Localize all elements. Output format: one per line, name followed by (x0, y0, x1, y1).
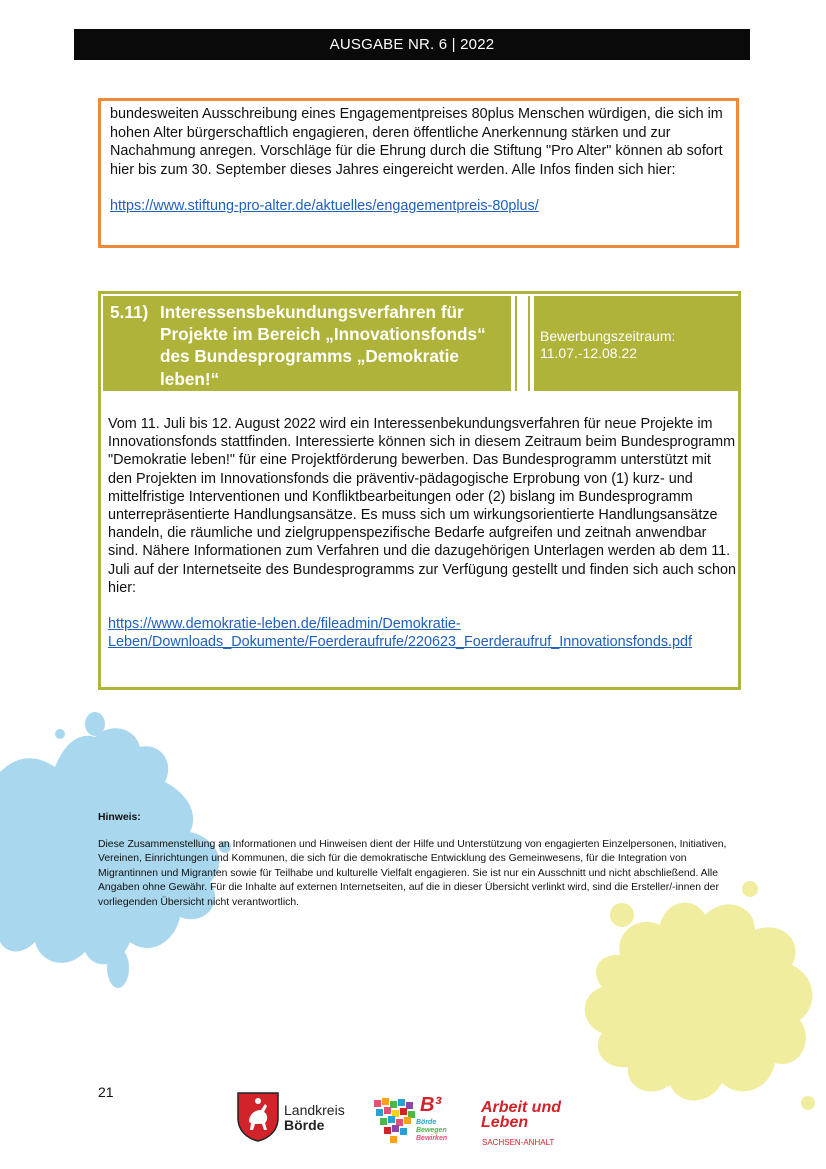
section-title-line2: Projekte im Bereich „Innovationsfonds“ (160, 324, 486, 344)
yellow-splash-decoration (560, 875, 826, 1115)
b3-word-bewirken: Bewirken (416, 1135, 448, 1142)
b3-word-boerde: Börde (416, 1119, 437, 1126)
section-title-line1: Interessensbekundungsverfahren für (160, 302, 464, 322)
period-value: 11.07.-12.08.22 (540, 345, 638, 361)
aul-subtitle: SACHSEN-ANHALT (482, 1138, 555, 1147)
section-title-line3: des Bundesprogramms „Demokratie (160, 346, 459, 367)
notice-text: Diese Zusammenstellung an Informationen und Hinweisen dient der Hilfe und Unterstützung von engagierten Einzelpersonen, Initiativen, Vereinen, Einrichtungen und Kommunen, die sich für die demokratische Entwicklung des Gemeinwesens, für die Integration von Migrantinnen und Migranten sowie für Teilhabe und kulturelle Vielfalt engagieren. Sie ist nur ein Ausschnitt und nicht abschließend. Alle Angaben ohne Gewähr. Für die Inhalte auf externen Internetseiten, auf die in dieser Übersicht verlinkt wird, sind die Ersteller/-innen der vorliegenden Übersicht nicht verantwortlich. (98, 838, 727, 908)
section-title-line4: leben!“ (160, 368, 220, 389)
previous-section-box (98, 98, 739, 248)
boerde-label: Börde (284, 1117, 325, 1133)
issue-title: AUSGABE NR. 6 | 2022 (329, 36, 495, 53)
aul-line1: Arbeit und (481, 1099, 561, 1116)
stiftung-link[interactable]: https://www.stiftung-pro-alter.de/aktuelles/engagementpreis-80plus/ (110, 198, 539, 215)
page-number: 21 (98, 1084, 114, 1100)
section-5-11-box (98, 291, 741, 690)
section-title-cell (103, 296, 511, 391)
section-number: 5.11) (110, 302, 149, 322)
section-body (108, 415, 736, 651)
notice-block (98, 811, 728, 911)
notice-title: Hinweis: (98, 812, 141, 823)
coat-of-arms-icon (237, 1092, 279, 1142)
landkreis-boerde-logo (284, 1103, 345, 1133)
arbeit-und-leben-logo (481, 1100, 561, 1130)
b3-mark: B³ (420, 1094, 442, 1116)
previous-section-text: bundesweiten Ausschreibung eines Engagementpreises 80plus Menschen würdigen, die sich im hohen Alter bürgerschaftlich engagieren, deren öffentliche Anerkennung stärken und zur Nachahmung anregen. Vorschläge für die Ehrung durch die Stiftung "Pro Alter" können ab sofort hier bis zum 30. September dieses Jahres eingereicht werden. Alle Infos finden sich hier: (110, 106, 723, 178)
demokratie-leben-link[interactable] (108, 615, 736, 651)
landkreis-label: Landkreis (284, 1102, 345, 1118)
aul-line2: Leben (481, 1114, 529, 1131)
link-line1: https://www.demokratie-leben.de/fileadmin/Demokratie- (108, 616, 461, 633)
divider-bar (515, 296, 530, 391)
period-label: Bewerbungszeitraum: (540, 328, 676, 344)
b3-slogan (416, 1119, 447, 1143)
link-line2: Leben/Downloads_Dokumente/Foerderaufrufe/220623_Foerderaufruf_Innovationsfonds.pdf (108, 634, 693, 651)
application-period-cell (534, 296, 738, 391)
section-body-text: Vom 11. Juli bis 12. August 2022 wird ein Interessenbekundungsverfahren für neue Projekte im Innovationsfonds stattfinden. Interessierte können sich in diesem Zeitraum beim Bundesprogramm "Demokratie leben!" für eine Projektförderung bewerben. Das Bundesprogramm unterstützt mit den Projekten im Innovationsfonds die präventiv-pädagogische Erprobung von (1) kurz- und mittelfristige Interventionen und Konfliktbearbeitungen oder (2) bislang im Bundesprogramm unterrepräsentierte Handlungsansätze. Es muss sich um wirkungsorientierte Handlungsansätze handeln, die räumliche und zielgruppenspezifische Bedarfe aufgreifen und zeitnah anwendbar sind. Nähere Informationen zum Verfahren und die dazugehörigen Unterlagen werden ab dem 11. Juli auf der Internetseite des Bundesprogramms zur Verfügung gestellt und finden sich auch schon hier: (108, 416, 736, 596)
issue-header (74, 29, 750, 60)
b3-word-bewegen: Bewegen (416, 1127, 447, 1134)
